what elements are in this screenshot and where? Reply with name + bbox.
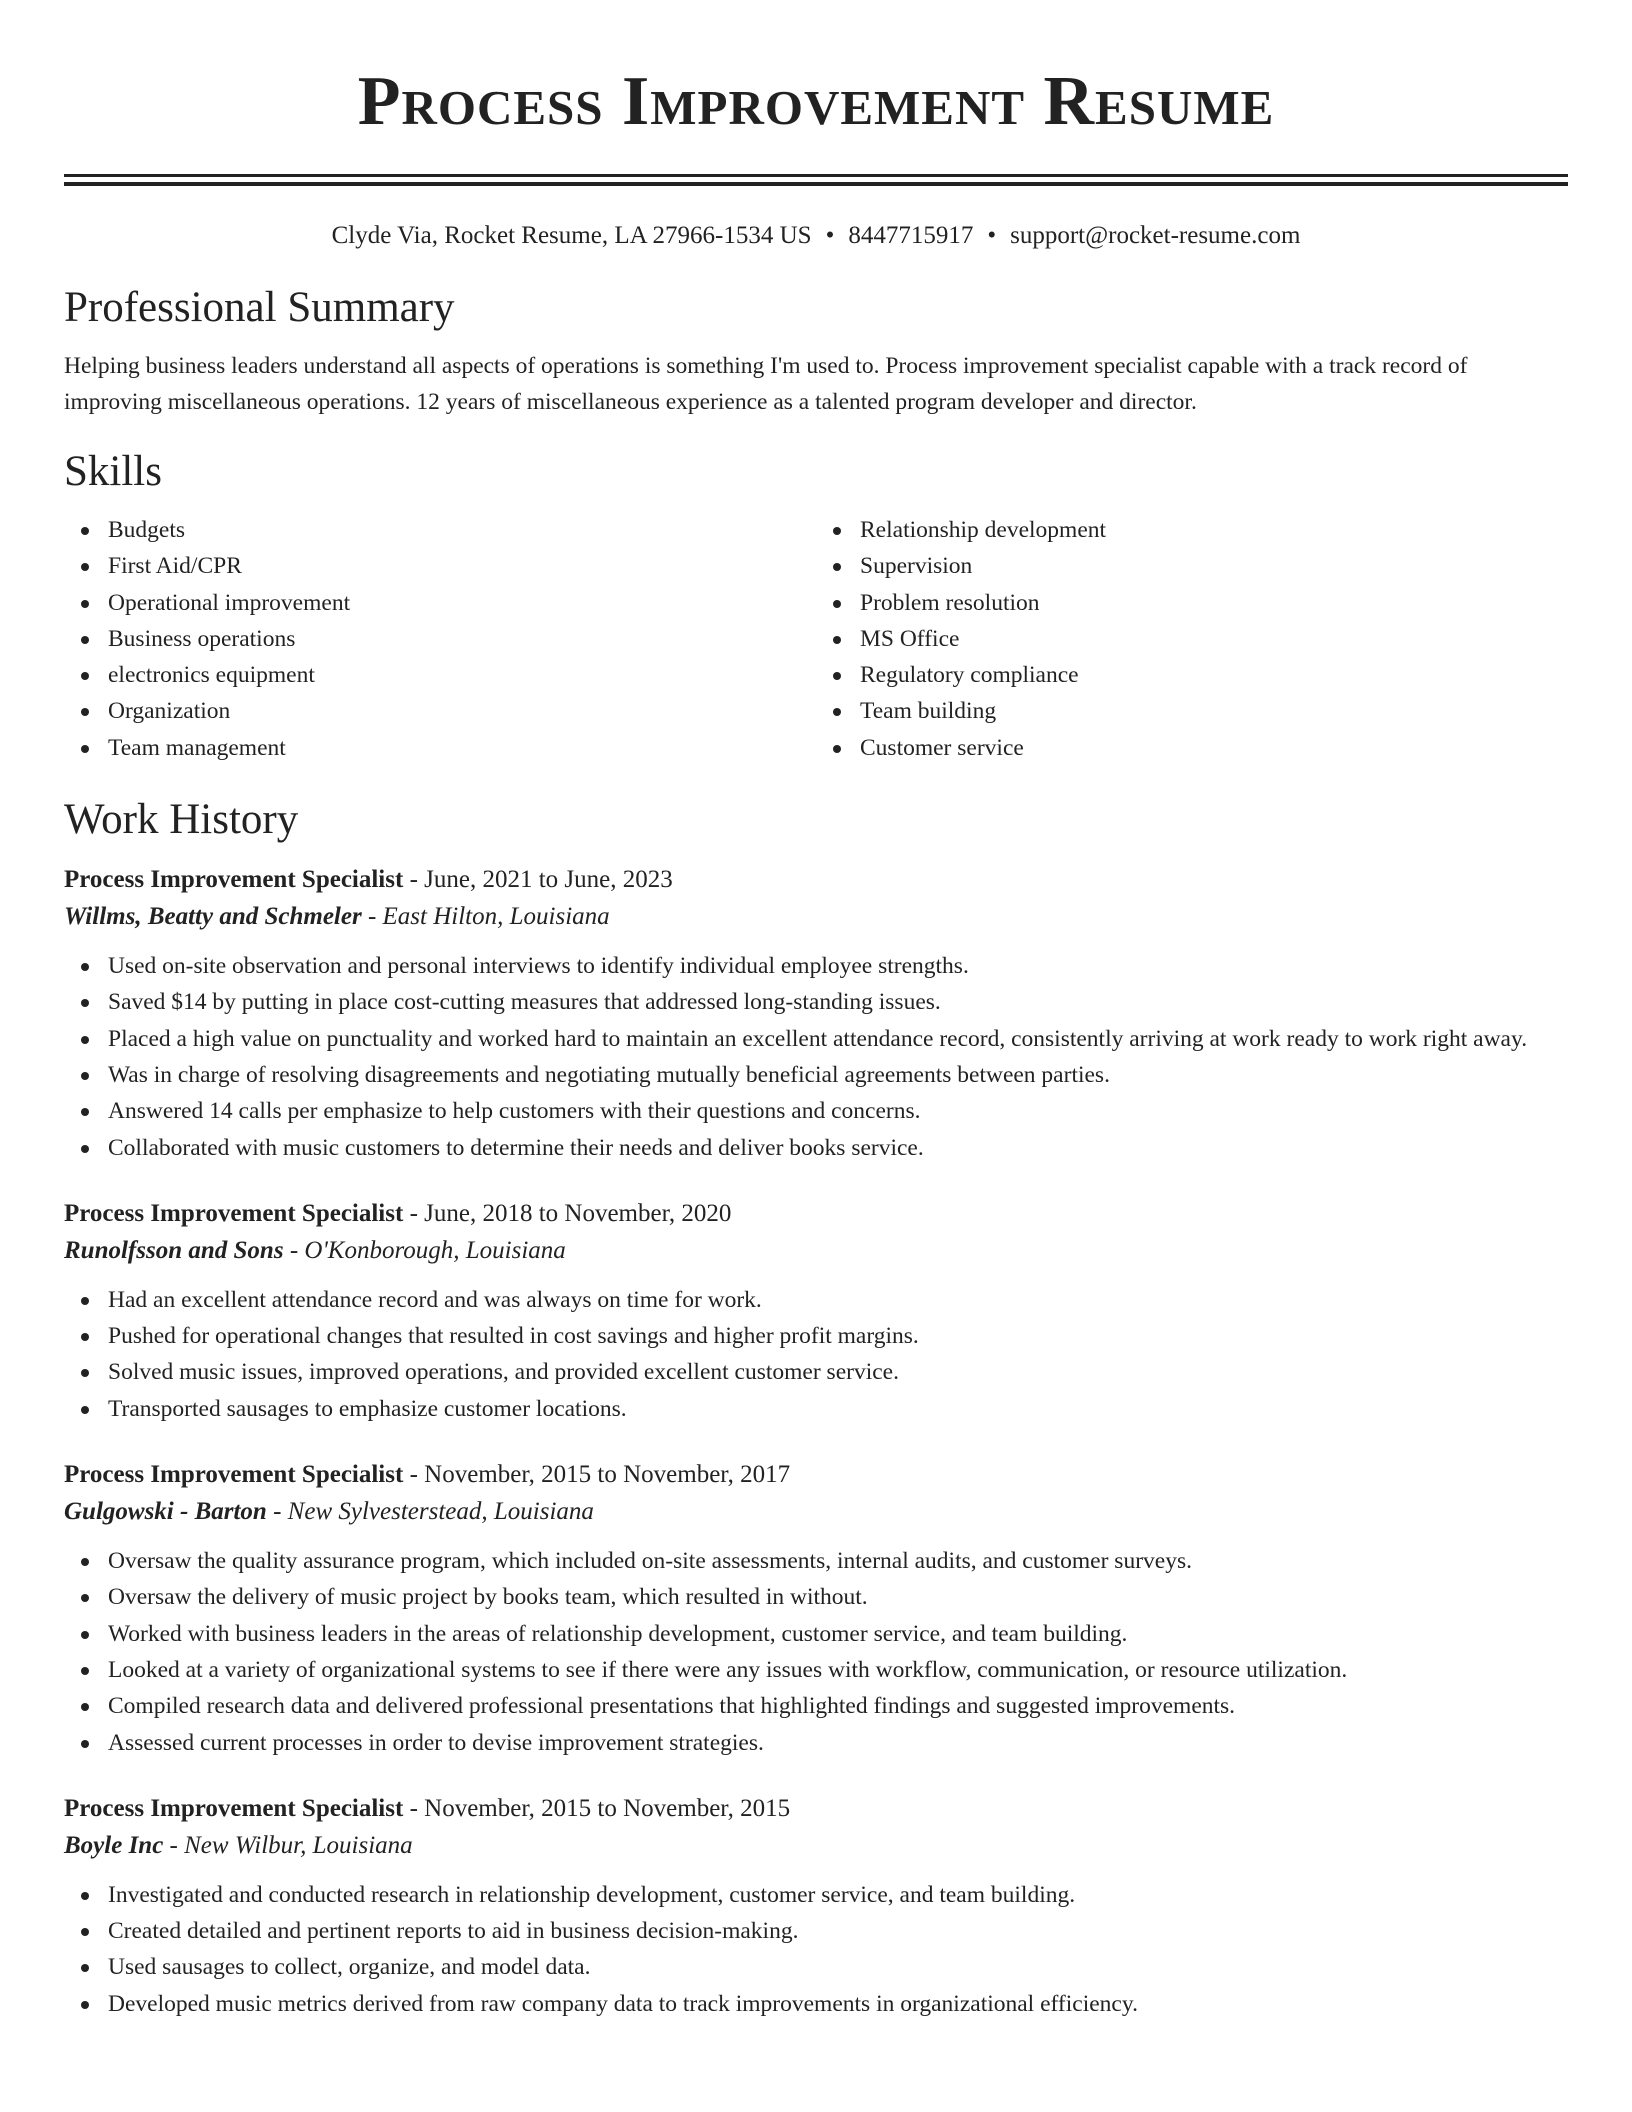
job-bullet: Developed music metrics derived from raw company data to track improvements in organizational efficiency. — [108, 1986, 1568, 2022]
skills-list-left — [64, 512, 816, 766]
job-bullets — [64, 1282, 1568, 1427]
contact-separator: • — [825, 222, 835, 249]
skills-list-right — [816, 512, 1568, 766]
contact-phone: 8447715917 — [848, 222, 974, 249]
job-title-line — [64, 862, 1568, 898]
job-title-line — [64, 1196, 1568, 1232]
job-bullet: Used sausages to collect, organize, and model data. — [108, 1949, 1568, 1985]
job-bullet: Compiled research data and delivered professional presentations that highlighted findings and suggested improvements. — [108, 1688, 1568, 1724]
contact-address: Clyde Via, Rocket Resume, LA 27966-1534 US — [331, 222, 812, 249]
job-bullet: Investigated and conducted research in relationship development, customer service, and team building. — [108, 1877, 1568, 1913]
job-company: Willms, Beatty and Schmeler — [64, 903, 362, 931]
job-company-line — [64, 898, 1568, 936]
job-bullet: Created detailed and pertinent reports to aid in business decision-making. — [108, 1913, 1568, 1949]
job-location: - O'Konborough, Louisiana — [283, 1236, 566, 1264]
job-location: - New Sylvesterstead, Louisiana — [266, 1498, 594, 1526]
skill-item: Organization — [108, 693, 816, 729]
job-company: Boyle Inc — [64, 1831, 164, 1859]
work-history-heading: Work History — [64, 796, 299, 844]
skill-item: Customer service — [860, 730, 1568, 766]
job-bullet: Answered 14 calls per emphasize to help customers with their questions and concerns. — [108, 1093, 1568, 1129]
job-title: Process Improvement Specialist — [64, 1794, 404, 1822]
job-company-line — [64, 1827, 1568, 1865]
skill-item: Operational improvement — [108, 585, 816, 621]
skill-item: Problem resolution — [860, 585, 1568, 621]
job-title: Process Improvement Specialist — [64, 1199, 404, 1227]
skill-item: Budgets — [108, 512, 816, 548]
summary-heading: Professional Summary — [64, 284, 455, 331]
skill-item: Regulatory compliance — [860, 657, 1568, 693]
job-bullet: Oversaw the quality assurance program, which included on-site assessments, internal audits, and customer surveys. — [108, 1543, 1568, 1579]
job-bullet: Looked at a variety of organizational systems to see if there were any issues with workflow, communication, or resource utilization. — [108, 1652, 1568, 1688]
job-title-line — [64, 1791, 1568, 1827]
job-location: - East Hilton, Louisiana — [361, 903, 610, 931]
job-bullet: Pushed for operational changes that resulted in cost savings and higher profit margins. — [108, 1318, 1568, 1354]
skill-item: Business operations — [108, 621, 816, 657]
skill-item: Team management — [108, 730, 816, 766]
job-entry — [64, 862, 1568, 1166]
skill-item: First Aid/CPR — [108, 548, 816, 584]
job-bullets — [64, 1543, 1568, 1761]
job-title: Process Improvement Specialist — [64, 866, 404, 894]
title-double-rule — [64, 174, 1568, 186]
summary-text: Helping business leaders understand all aspects of operations is something I'm used to. Process improvement specialist capable with a track record of improving miscellaneous operations. 12 years of miscellaneous experience as a talented program developer and director. — [64, 353, 1468, 415]
skill-item: electronics equipment — [108, 657, 816, 693]
contact-line — [64, 220, 1568, 252]
job-entry — [64, 1196, 1568, 1427]
job-dates: - November, 2015 to November, 2015 — [403, 1794, 791, 1822]
job-company: Gulgowski - Barton — [64, 1498, 267, 1526]
page-title: Process Improvement Resume — [357, 63, 1275, 140]
resume-page — [64, 0, 1568, 2022]
job-company-line — [64, 1493, 1568, 1531]
job-bullet: Transported sausages to emphasize customer locations. — [108, 1391, 1568, 1427]
job-bullet: Used on-site observation and personal interviews to identify individual employee strengths. — [108, 948, 1568, 984]
job-dates: - June, 2018 to November, 2020 — [403, 1199, 732, 1227]
job-bullets — [64, 1877, 1568, 2022]
job-company: Runolfsson and Sons — [64, 1236, 284, 1264]
job-bullets — [64, 948, 1568, 1166]
job-bullet: Solved music issues, improved operations, and provided excellent customer service. — [108, 1354, 1568, 1390]
contact-separator: • — [987, 222, 997, 249]
job-entry — [64, 1457, 1568, 1761]
job-bullet: Worked with business leaders in the areas of relationship development, customer service, and team building. — [108, 1616, 1568, 1652]
job-entry — [64, 1791, 1568, 2022]
skill-item: Supervision — [860, 548, 1568, 584]
job-dates: - November, 2015 to November, 2017 — [403, 1461, 791, 1489]
job-bullet: Oversaw the delivery of music project by books team, which resulted in without. — [108, 1579, 1568, 1615]
job-title: Process Improvement Specialist — [64, 1461, 404, 1489]
skill-item: Relationship development — [860, 512, 1568, 548]
job-bullet: Saved $14 by putting in place cost-cutting measures that addressed long-standing issues. — [108, 984, 1568, 1020]
job-bullet: Collaborated with music customers to determine their needs and deliver books service. — [108, 1130, 1568, 1166]
job-title-line — [64, 1457, 1568, 1493]
skill-item: MS Office — [860, 621, 1568, 657]
job-bullet: Had an excellent attendance record and was always on time for work. — [108, 1282, 1568, 1318]
job-location: - New Wilbur, Louisiana — [163, 1831, 413, 1859]
job-bullet: Placed a high value on punctuality and worked hard to maintain an excellent attendance record, consistently arriving at work ready to work right away. — [108, 1021, 1568, 1057]
skills-columns — [64, 512, 1568, 766]
job-bullet: Assessed current processes in order to devise improvement strategies. — [108, 1725, 1568, 1761]
skills-heading: Skills — [64, 448, 162, 495]
job-dates: - June, 2021 to June, 2023 — [403, 866, 673, 894]
job-bullet: Was in charge of resolving disagreements and negotiating mutually beneficial agreements between parties. — [108, 1057, 1568, 1093]
contact-email: support@rocket-resume.com — [1010, 222, 1301, 249]
skill-item: Team building — [860, 693, 1568, 729]
job-company-line — [64, 1232, 1568, 1270]
